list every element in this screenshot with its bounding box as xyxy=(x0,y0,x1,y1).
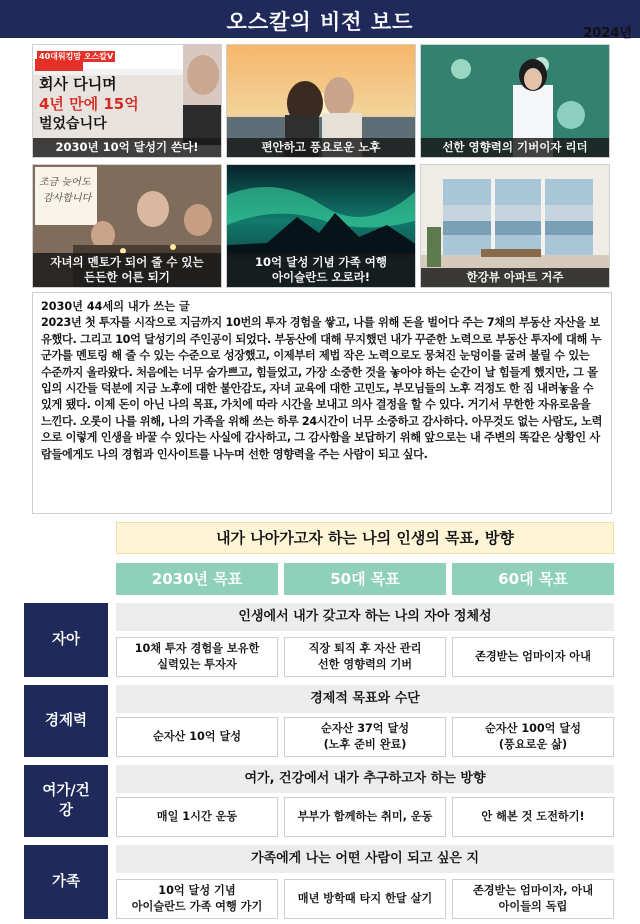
thumb-channel-tag: 40대워킹맘 오스칼V xyxy=(39,52,114,61)
goals-header: 내가 나아가고자 하는 나의 인생의 목표, 방향 xyxy=(116,522,614,554)
photo-caption: 한강뷰 아파트 거주 xyxy=(421,268,609,287)
row-heading-leisure-health: 여가, 건강에서 내가 추구하고자 하는 방향 xyxy=(116,765,614,793)
photo-caption: 선한 영향력의 기버이자 리더 xyxy=(421,138,609,157)
photo-iceland-aurora xyxy=(226,164,416,288)
goal-cell: 직장 퇴직 후 자산 관리 선한 영향력의 기버 xyxy=(284,637,446,677)
goal-cell: 매년 방학때 타지 한달 살기 xyxy=(284,879,446,919)
goal-cell: 순자산 100억 달성 (풍요로운 삶) xyxy=(452,717,614,757)
column-header-2030: 2030년 목표 xyxy=(116,563,278,595)
photo-family-mentor xyxy=(32,164,222,288)
photo-speaker-leader xyxy=(420,44,610,158)
row-heading-family: 가족에게 나는 어떤 사람이 되고 싶은 지 xyxy=(116,845,614,873)
photo-caption: 편안하고 풍요로운 노후 xyxy=(227,138,415,157)
goal-cell: 존경받는 엄마이자 아내 xyxy=(452,637,614,677)
future-letter-body: 2023년 첫 투자를 시작으로 지금까지 10번의 투자 경험을 쌓고, 나를 위해 돈을 벌어다 주는 7채의 부동산 자산을 보유했다. 그리고 10억 달성기의 주인공이 되었다. 부동산에 대해 무지했던 내가 꾸준한 노력으로 부동산 투자에 대해 누군가를 멘토링 해 줄 수 있는 수준으로 성장했고, 이제부터 제법 작은 노력으로도 뭉쳐진 눈덩이를 굴려 불릴 수 있는 수준까지 올라왔다. 처음에는 너무 숨가쁘고, 힘들었고, 가장 소중한 것을 놓아야 하는 순간이 날 힘들게 했지만, 그 몰입의 시간들 덕분에 지금 노후에 대한 불안감도, 자녀 교육에 대한 고민도, 부모님들의 노후 걱정도 한 짐 내려놓을 수 있게 됐다. 이제 돈이 아닌 나의 목표, 가치에 따라 시간을 보내고 의사 결정을 할 수 있다. 거기서 무한한 자유로움을 느낀다. 오롯이 나를 위해, 나의 가족을 위해 쓰는 하루 24시간이 너무 소중하고 감사하다. 아무것도 없는 사람도, 노력으로 이렇게 인생을 바꿀 수 있다는 사실에 감사하고, 그 감사함을 보답하기 위해 앞으로는 내 주변의 똑같은 상황인 사람들에게도 나의 경험과 인사이트를 나누며 선한 영향력을 주는 사람이 되고 싶다. xyxy=(41,316,603,461)
goal-cell: 존경받는 엄마이자, 아내 아이들의 독립 xyxy=(452,879,614,919)
future-letter xyxy=(32,292,612,514)
row-label-leisure-health: 여가/건 강 xyxy=(24,765,108,837)
row-heading-finance: 경제적 목표와 수단 xyxy=(116,685,614,713)
row-heading-self: 인생에서 내가 갖고자 하는 나의 자아 정체성 xyxy=(116,603,614,631)
row-label-self: 자아 xyxy=(24,603,108,677)
photo-couple-sunset xyxy=(226,44,416,158)
goal-cell: 순자산 10억 달성 xyxy=(116,717,278,757)
goal-cell: 매일 1시간 운동 xyxy=(116,797,278,837)
row-label-family: 가족 xyxy=(24,845,108,919)
page-title: 오스칼의 비전 보드 xyxy=(226,10,414,34)
future-letter-title: 2030년 44세의 내가 쓰는 글 xyxy=(41,300,190,313)
card-text-line-1: 조금 늦어도 xyxy=(39,177,91,188)
title-bar xyxy=(0,0,640,38)
thumb-line-1: 회사 다니며 xyxy=(39,75,117,93)
row-label-finance: 경제력 xyxy=(24,685,108,757)
photo-caption: 10억 달성 기념 가족 여행 아이슬란드 오로라! xyxy=(227,253,415,287)
goal-cell: 순자산 37억 달성 (노후 준비 완료) xyxy=(284,717,446,757)
column-header-50s: 50대 목표 xyxy=(284,563,446,595)
goal-cell: 안 해본 것 도전하기! xyxy=(452,797,614,837)
column-header-60s: 60대 목표 xyxy=(452,563,614,595)
goal-cell: 부부가 함께하는 취미, 운동 xyxy=(284,797,446,837)
goal-cell: 10억 달성 기념 아이슬란드 가족 여행 가기 xyxy=(116,879,278,919)
year-label: 2024년 xyxy=(583,26,632,41)
thumb-line-3: 벌었습니다 xyxy=(39,116,107,132)
photo-hangang-apartment xyxy=(420,164,610,288)
goal-cell: 10채 투자 경험을 보유한 실력있는 투자자 xyxy=(116,637,278,677)
thumb-line-2: 4년 만에 15억 xyxy=(39,95,139,113)
card-text-line-2: 감사합니다 xyxy=(43,193,92,204)
photo-caption: 자녀의 멘토가 되어 줄 수 있는 든든한 어른 되기 xyxy=(33,253,221,287)
photo-caption: 2030년 10억 달성기 쓴다! xyxy=(33,138,221,157)
photo-million-goal xyxy=(32,44,222,158)
